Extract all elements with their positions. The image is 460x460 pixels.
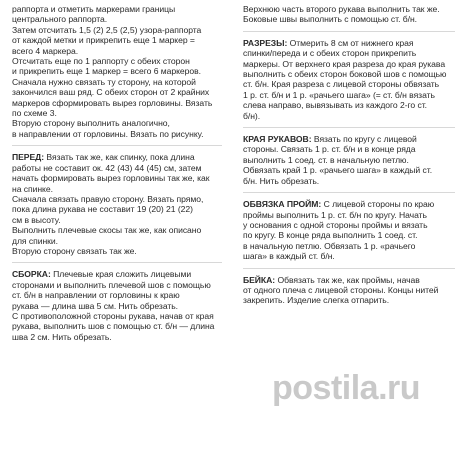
paragraph-second-sleeve: [243, 4, 455, 25]
text-line: стороны. Связать 1 р. ст. б/н и в конце ряда: [243, 144, 416, 155]
section-heading-armholes: ОБВЯЗКА ПРОЙМ:: [243, 199, 322, 210]
text-line: Сначала нужно связать ту сторону, на которой: [12, 76, 196, 87]
text-line: б/н).: [243, 110, 261, 121]
text-line: Вторую сторону связать так же.: [12, 245, 137, 256]
text-fragment: Вязать по кругу с лицевой: [311, 134, 417, 145]
text-line: см в высоту.: [12, 214, 61, 225]
divider: [12, 145, 222, 146]
left-column: [12, 4, 222, 348]
text-line: для спинки.: [12, 235, 58, 246]
text-line: Выполнить плечевые скосы так же, как описано: [12, 225, 202, 236]
divider: [243, 127, 455, 128]
paragraph-markers: [12, 4, 222, 139]
text-fragment: Обвязать так же, как проймы, начав: [275, 274, 420, 285]
text-line: Боковые швы выполнить с помощью ст. б/н.: [243, 14, 418, 25]
watermark-text: postila.ru: [272, 368, 421, 407]
right-column: [243, 4, 455, 312]
text-line: [243, 134, 455, 144]
text-line: работы не составит ок. 42 (43) 44 (45) см, затем: [12, 162, 202, 173]
text-line: начать формировать вырез горловины так же, как: [12, 173, 210, 184]
text-line: закончился ваш ряд. С обеих сторон от 2 крайних: [12, 87, 210, 98]
paragraph-assembly: [12, 269, 222, 342]
text-line: сторонами и выполнить плечевой шов с помощью: [12, 279, 211, 290]
paragraph-sleeve-edges: [243, 134, 455, 186]
text-line: слева направо, вывязывать из каждого 2-го ст.: [243, 100, 428, 111]
paragraph-armholes: [243, 199, 455, 261]
text-line: С противоположной стороны рукава, начав от края: [12, 310, 214, 321]
text-line: Верхнюю часть второго рукава выполнить так же.: [243, 4, 440, 14]
text-line: центрального раппорта.: [12, 14, 108, 25]
section-heading-slits: РАЗРЕЗЫ:: [243, 37, 288, 48]
text-line: у основания с одной стороны проймы и вязать: [243, 219, 428, 230]
text-fragment: С лицевой стороны по краю: [321, 199, 435, 210]
text-line: [12, 269, 222, 279]
text-line: шва 2 см. Нить обрезать.: [12, 331, 112, 342]
text-line: рукава, выполнить шов с помощью ст. б/н — длина: [12, 321, 215, 332]
text-line: маркеров сформировать вырез горловины. Вязать: [12, 97, 213, 108]
section-heading-sleeve-edges: КРАЯ РУКАВОВ:: [243, 134, 312, 145]
text-line: [243, 199, 455, 209]
text-line: выполнить с обеих сторон боковой шов с помощью: [243, 69, 447, 80]
text-fragment: Отмерить 8 см от нижнего края: [287, 37, 414, 48]
divider: [12, 262, 222, 263]
text-line: шага» в каждый ст. б/н.: [243, 251, 335, 262]
text-line: Отсчитать еще по 1 раппорту с обеих сторон: [12, 56, 190, 67]
text-line: в начальную петлю. Обвязать 1 р. «рачьего: [243, 240, 416, 251]
text-line: б/н. Нить обрезать.: [243, 175, 320, 186]
text-line: всего 4 маркера.: [12, 45, 79, 56]
watermark-logo: [272, 368, 454, 408]
text-line: от одного плеча с лицевой стороны. Концы нитей: [243, 284, 439, 295]
text-line: Обвязать край 1 р. «рачьего шага» в каждый ст.: [243, 165, 433, 176]
paragraph-slits: [243, 38, 455, 121]
text-line: в направлении от горловины. Вязать по рисунку.: [12, 128, 204, 139]
text-line: [243, 38, 455, 48]
paragraph-front: [12, 152, 222, 256]
divider: [243, 31, 455, 32]
text-fragment: Плечевые края сложить лицевыми: [50, 269, 192, 280]
section-heading-front: ПЕРЕД:: [12, 152, 45, 163]
section-heading-assembly: СБОРКА:: [12, 269, 51, 280]
text-line: Затем отсчитать 1,5 (2) 2,5 (2,5) узора-раппорта: [12, 24, 202, 35]
divider: [243, 268, 455, 269]
text-line: Вторую сторону выполнить аналогично,: [12, 118, 170, 129]
text-line: Сначала связать правую сторону. Вязать прямо,: [12, 193, 204, 204]
text-line: на спинке.: [12, 183, 53, 194]
text-line: 1 р. ст. б/н и 1 р. «рачьего шага» (= ст. б/н вязать: [243, 89, 435, 100]
section-heading-binding: БЕЙКА:: [243, 274, 276, 285]
text-line: по схеме 3.: [12, 108, 57, 119]
text-line: рукава — длина шва 5 см. Нить обрезать.: [12, 300, 179, 311]
paragraph-binding: [243, 275, 455, 306]
divider: [243, 192, 455, 193]
text-line: проймы выполнить 1 р. ст. б/н по кругу. Начать: [243, 209, 427, 220]
text-line: спинки/переда и с обеих сторон прикрепить: [243, 48, 417, 59]
text-line: ст. б/н. Края разреза с лицевой стороны обвязать: [243, 79, 440, 90]
text-line: [12, 152, 222, 162]
text-fragment: Вязать так же, как спинку, пока длина: [44, 152, 195, 163]
text-line: по кругу. В конце ряда выполнить 1 соед. ст.: [243, 230, 418, 241]
text-line: и прикрепить еще 1 маркер = всего 6 маркеров.: [12, 66, 201, 77]
text-line: маркеры. От верхнего края разреза до края рукава: [243, 58, 446, 69]
text-line: от каждой метки и прикрепить еще 1 маркер =: [12, 35, 195, 46]
text-line: пока длина рукава не составит 19 (20) 21 (22): [12, 204, 193, 215]
text-line: [243, 275, 455, 285]
text-line: раппорта и отметить маркерами границы: [12, 4, 176, 14]
text-line: ст. б/н в направлении от горловины к краю: [12, 290, 180, 301]
text-line: закрепить. Изделие слегка отпарить.: [243, 295, 390, 306]
text-line: выполнить 1 соед. ст. в начальную петлю.: [243, 154, 409, 165]
